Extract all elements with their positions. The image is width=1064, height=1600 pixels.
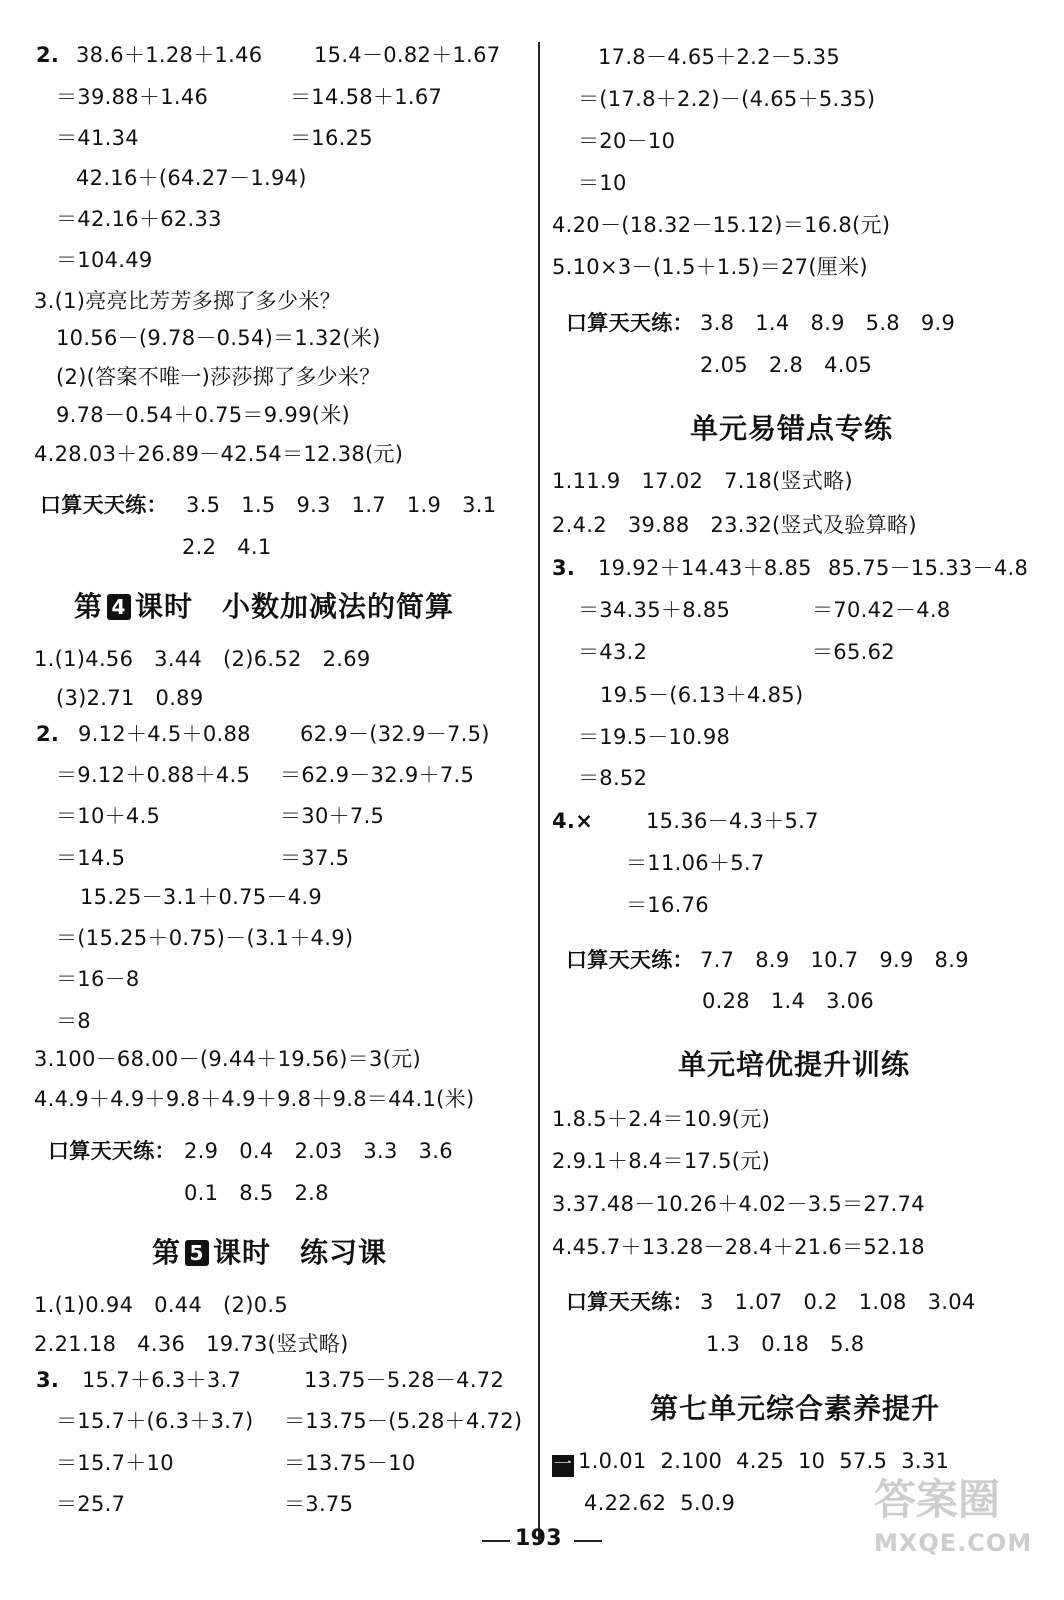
expression: 62.9－(32.9－7.5) xyxy=(300,722,490,746)
step: ＝34.35＋8.85 xyxy=(578,598,731,622)
answer: 1.8.5＋2.4＝10.9(元) xyxy=(552,1107,771,1131)
question-text: (2)(答案不唯一)莎莎掷了多少米？ xyxy=(56,365,381,389)
step: ＝37.5 xyxy=(280,846,350,870)
step: ＝30＋7.5 xyxy=(280,804,385,828)
answer: 2.21.18 4.36 19.73(竖式略) xyxy=(34,1332,349,1356)
q-number: 2. xyxy=(36,43,60,67)
question-text: 3.(1)亮亮比芳芳多掷了多少米？ xyxy=(34,289,341,313)
watermark-logo xyxy=(874,1472,1044,1582)
expression: 42.16＋(64.27－1.94) xyxy=(76,166,307,190)
step: ＝14.58＋1.67 xyxy=(290,85,443,109)
step: ＝19.5－10.98 xyxy=(578,725,731,749)
step: ＝10 xyxy=(578,171,627,195)
q-number: 4.× xyxy=(552,809,594,833)
step: ＝13.75－10 xyxy=(284,1451,416,1475)
footer-dash-left xyxy=(482,1540,510,1542)
answer: 1.(1)4.56 3.44 (2)6.52 2.69 xyxy=(34,647,371,671)
part-one-box: 一 xyxy=(553,1454,573,1475)
lesson-number-box: 5 xyxy=(185,1240,209,1266)
expression: 19.92＋14.43＋8.85 xyxy=(598,556,812,580)
expression: 17.8－4.65＋2.2－5.35 xyxy=(598,45,841,69)
expression: 85.75－15.33－4.8 xyxy=(828,556,1029,580)
step: ＝3.75 xyxy=(284,1492,354,1516)
expression: 15.36－4.3＋5.7 xyxy=(646,809,819,833)
answer: 4.22.62 5.0.9 xyxy=(584,1491,736,1515)
oral-practice-values: 2.9 0.4 2.03 3.3 3.6 xyxy=(184,1139,453,1163)
step: ＝8.52 xyxy=(578,766,648,790)
answer-text: 1.0.01 2.100 4.25 10 57.5 3.31 xyxy=(578,1449,950,1473)
answer: 1.(1)0.94 0.44 (2)0.5 xyxy=(34,1293,288,1317)
oral-practice-label: 口算天天练： xyxy=(48,1139,176,1163)
step: ＝42.16＋62.33 xyxy=(56,207,222,231)
step: ＝39.88＋1.46 xyxy=(56,85,209,109)
step: ＝16.25 xyxy=(290,126,373,150)
answer: 2.9.1＋8.4＝17.5(元) xyxy=(552,1149,771,1173)
answer: 3.37.48－10.26＋4.02－3.5＝27.74 xyxy=(552,1192,925,1216)
answer: 9.78－0.54＋0.75＝9.99(米) xyxy=(56,403,351,427)
step: ＝9.12＋0.88＋4.5 xyxy=(56,763,251,787)
lesson-prefix: 第 xyxy=(152,1236,182,1269)
answer: 10.56－(9.78－0.54)＝1.32(米) xyxy=(56,326,381,350)
watermark-url: MXQE.COM xyxy=(874,1529,1033,1557)
section-heading-unit7: 第七单元综合素养提升 xyxy=(650,1392,941,1425)
column-divider xyxy=(538,42,540,1542)
oral-practice-values: 7.7 8.9 10.7 9.9 8.9 xyxy=(700,948,969,972)
answer: 1.11.9 17.02 7.18(竖式略) xyxy=(552,469,853,493)
step: ＝13.75－(5.28＋4.72) xyxy=(284,1409,523,1433)
oral-practice-values: 3.5 1.5 9.3 1.7 1.9 3.1 xyxy=(186,493,497,517)
step: ＝20－10 xyxy=(578,129,676,153)
footer-dash-right xyxy=(574,1540,602,1542)
answer: 5.10×3－(1.5＋1.5)＝27(厘米) xyxy=(552,255,868,279)
lesson-prefix: 第 xyxy=(74,590,104,623)
expression: 9.12＋4.5＋0.88 xyxy=(78,722,251,746)
q-number: 3. xyxy=(552,556,576,580)
step: ＝14.5 xyxy=(56,846,126,870)
step: ＝15.7＋10 xyxy=(56,1451,174,1475)
expression: 19.5－(6.13＋4.85) xyxy=(600,683,804,707)
step: ＝10＋4.5 xyxy=(56,804,161,828)
step: ＝25.7 xyxy=(56,1492,126,1516)
q-number: 3. xyxy=(36,1368,60,1392)
expression: 15.7＋6.3＋3.7 xyxy=(82,1368,242,1392)
step: ＝16.76 xyxy=(626,893,709,917)
answer: 4.45.7＋13.28－28.4＋21.6＝52.18 xyxy=(552,1235,925,1259)
expression: 38.6＋1.28＋1.46 xyxy=(76,43,263,67)
expression: 15.25－3.1＋0.75－4.9 xyxy=(80,885,323,909)
step: ＝104.49 xyxy=(56,248,153,272)
oral-practice-label: 口算天天练： xyxy=(566,311,694,335)
answer: 2.4.2 39.88 23.32(竖式及验算略) xyxy=(552,513,917,537)
oral-practice-values: 2.05 2.8 4.05 xyxy=(700,353,873,377)
expression: 13.75－5.28－4.72 xyxy=(304,1368,505,1392)
oral-practice-label: 口算天天练： xyxy=(566,1290,694,1314)
expression: 15.4－0.82＋1.67 xyxy=(314,43,501,67)
answer: 4.20－(18.32－15.12)＝16.8(元) xyxy=(552,213,891,237)
lesson-number-box: 4 xyxy=(107,594,131,620)
step: ＝8 xyxy=(56,1009,91,1033)
step: ＝(17.8＋2.2)－(4.65＋5.35) xyxy=(578,87,876,111)
oral-practice-label: 口算天天练： xyxy=(566,948,694,972)
oral-practice-values: 1.3 0.18 5.8 xyxy=(706,1332,865,1356)
oral-practice-values: 3 1.07 0.2 1.08 3.04 xyxy=(700,1290,976,1314)
lesson-5-heading xyxy=(152,1236,387,1270)
lesson-title: 课时 小数加减法的简算 xyxy=(135,590,455,623)
answer: 4.4.9＋4.9＋9.8＋4.9＋9.8＋9.8＝44.1(米) xyxy=(34,1087,475,1111)
oral-practice-values: 3.8 1.4 8.9 5.8 9.9 xyxy=(700,311,956,335)
section-heading-errors: 单元易错点专练 xyxy=(690,412,894,445)
step: ＝16－8 xyxy=(56,967,140,991)
section-heading-advanced: 单元培优提升训练 xyxy=(678,1048,911,1081)
lesson-title: 课时 练习课 xyxy=(213,1236,388,1269)
oral-practice-values: 0.1 8.5 2.8 xyxy=(184,1181,329,1205)
oral-practice-label: 口算天天练： xyxy=(40,493,168,517)
oral-practice-values: 2.2 4.1 xyxy=(182,535,272,559)
step: ＝62.9－32.9＋7.5 xyxy=(280,763,475,787)
step: ＝43.2 xyxy=(578,640,648,664)
watermark-text: 答案圈 xyxy=(874,1475,1001,1524)
answer: 4.28.03＋26.89－42.54＝12.38(元) xyxy=(34,442,404,466)
oral-practice-values: 0.28 1.4 3.06 xyxy=(702,989,875,1013)
step: ＝15.7＋(6.3＋3.7) xyxy=(56,1409,254,1433)
answer: 3.100－68.00－(9.44＋19.56)＝3(元) xyxy=(34,1047,421,1071)
step: ＝11.06＋5.7 xyxy=(626,851,765,875)
lesson-4-heading xyxy=(74,590,454,624)
step: ＝70.42－4.8 xyxy=(812,598,951,622)
q-number: 2. xyxy=(36,722,60,746)
page-number: 193 xyxy=(515,1526,562,1551)
answer: (3)2.71 0.89 xyxy=(56,686,204,710)
step: ＝41.34 xyxy=(56,126,139,150)
step: ＝(15.25＋0.75)－(3.1＋4.9) xyxy=(56,926,354,950)
step: ＝65.62 xyxy=(812,640,895,664)
